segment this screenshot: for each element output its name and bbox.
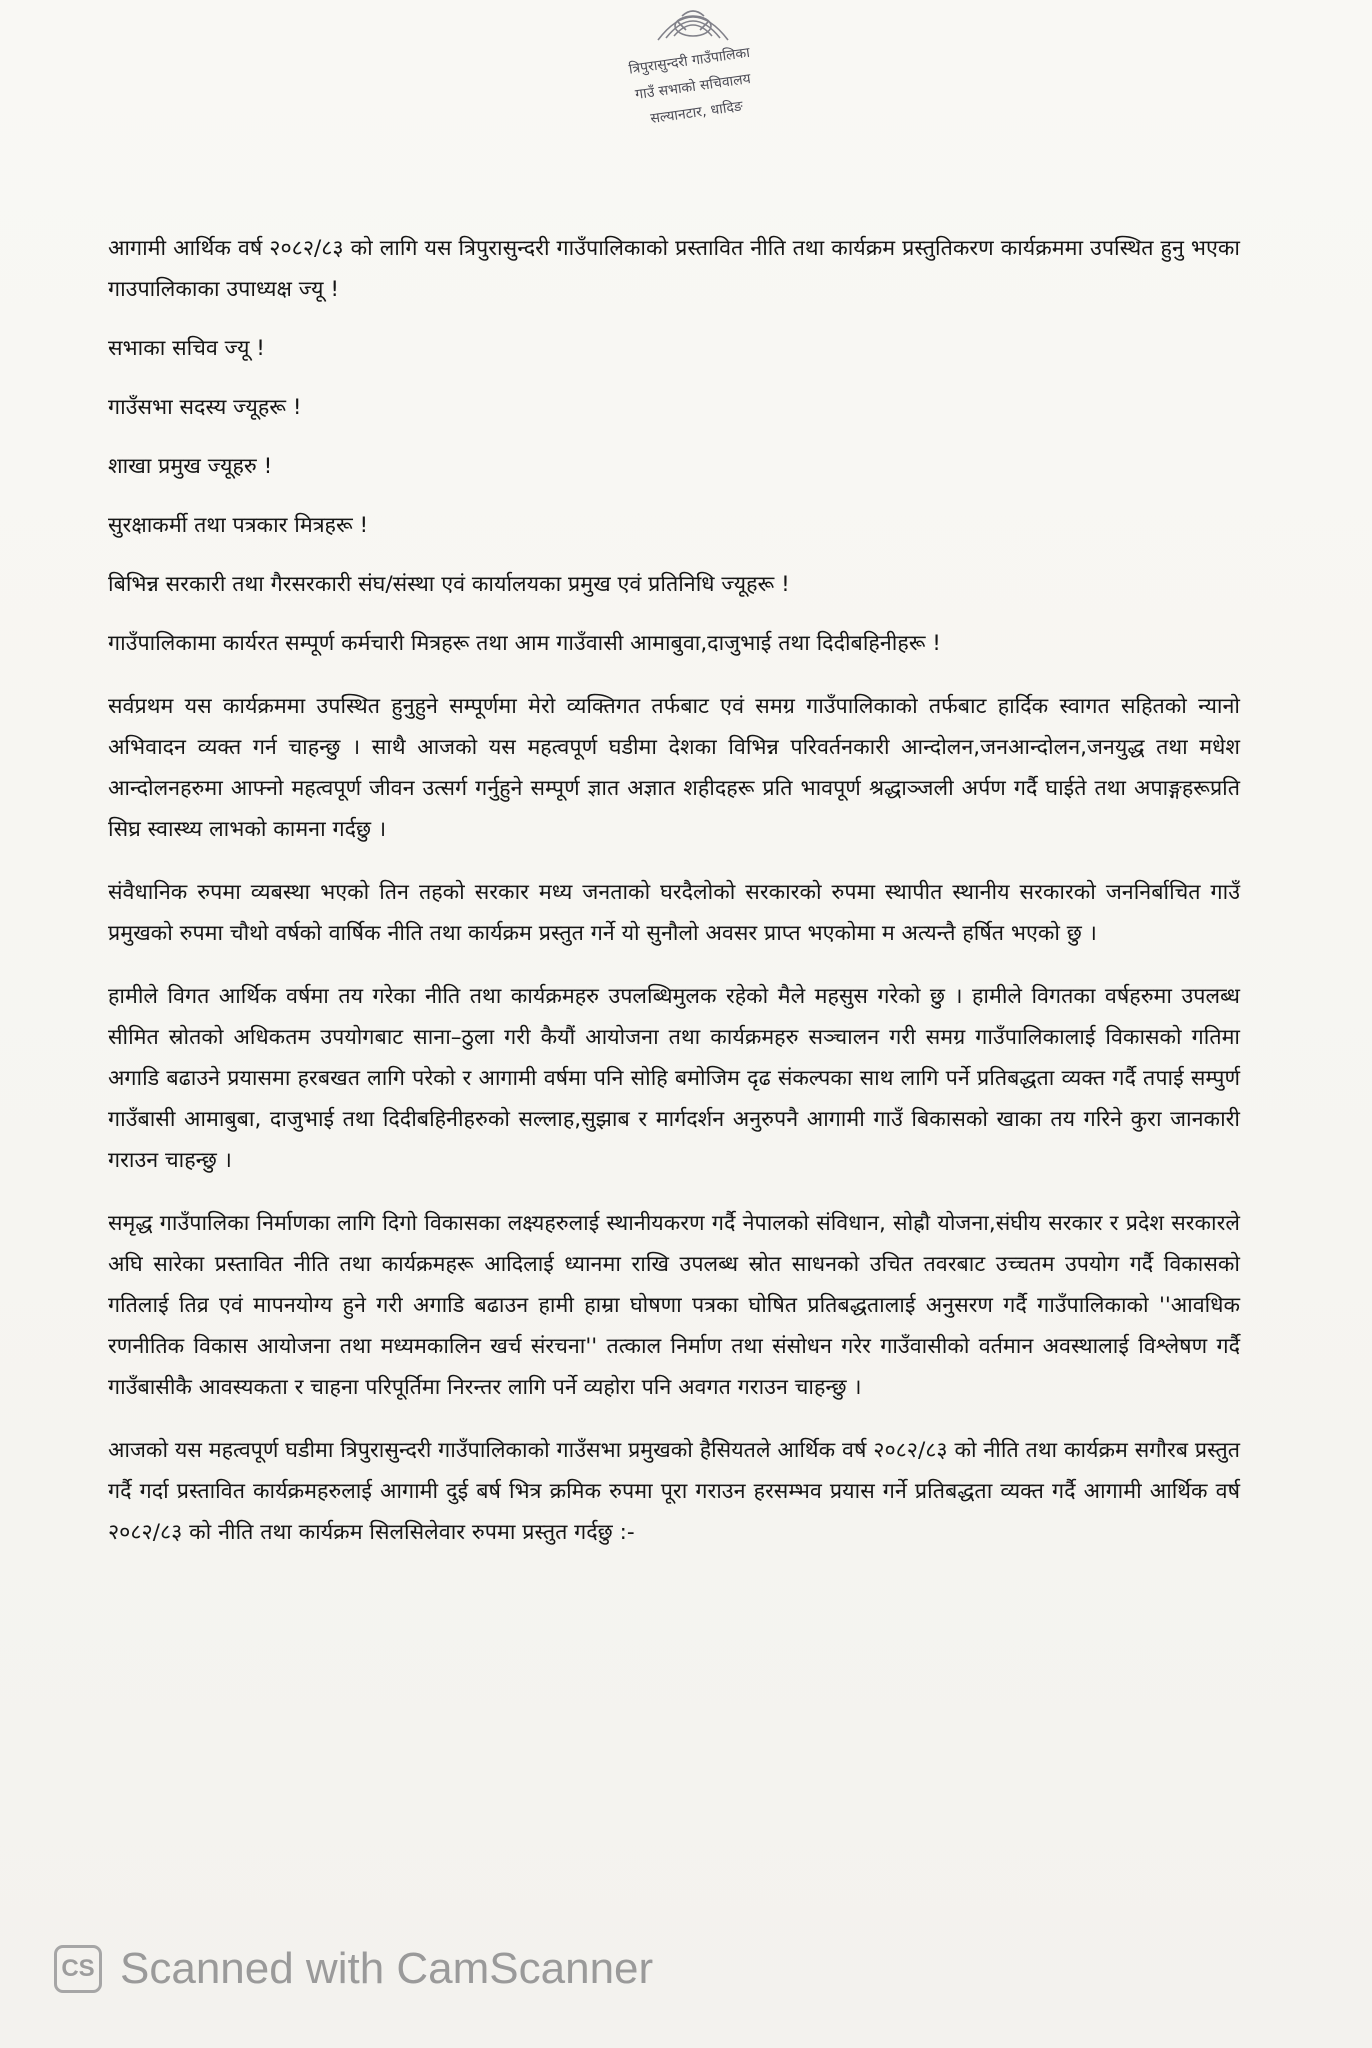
paragraph-development: समृद्ध गाउँपालिका निर्माणका लागि दिगो विकासका लक्ष्यहरुलाई स्थानीयकरण गर्दै नेपालको संविधान, सोह्रौ योजना,संघीय सरकार र प्रदेश सरकारले अघि सारेका प्रस्तावित नीति तथा कार्यक्रमहरू आदिलाई ध्यानमा राखि उपलब्ध स्रोत साधनको उचित तवरबाट उच्चतम उपयोग गर्दै विकासको गतिलाई तिव्र एवं मापनयोग्य हुने गरी अगाडि बढाउन हामी हाम्रा घोषणा पत्रका घोषित प्रतिबद्धतालाई अनुसरण गर्दै गाउँपालिकाको ''आवधिक रणनीतिक विकास आयोजना तथा मध्यमकालिन खर्च संरचना'' तत्काल निर्माण तथा संसोधन गरेर गाउँवासीको वर्तमान अवस्थालाई विश्लेषण गर्दै गाउँबासीकै आवस्यकता र चाहना परिपूर्तिमा निरन्तर लागि पर्ने व्यहोरा पनि अवगत गराउन चाहन्छु । (108, 1211, 1240, 1400)
paragraph-past-achievements: हामीले विगत आर्थिक वर्षमा तय गरेका नीति तथा कार्यक्रमहरु उपलब्धिमुलक रहेको मैले महसुस गरेको छु । हामीले विगतका वर्षहरुमा उपलब्ध सीमित स्रोतको अधिकतम उपयोगबाट साना–ठुला गरी कैयौं आयोजना तथा कार्यक्रमहरु सञ्चालन गरी समग्र गाउँपालिकालाई विकासको गतिमा अगाडि बढाउने प्रयासमा हरबखत लागि परेको र आगामी वर्षमा पनि सोहि बमोजिम दृढ संकल्पका साथ लागि पर्ने प्रतिबद्धता व्यक्त गर्दै तपाई सम्पुर्ण गाउँबासी आमाबुबा, दाजुभाई तथा दिदीबहिनीहरुको सल्लाह,सुझाब र मार्गदर्शन अनुरुपनै आगामी गाउँ बिकासको खाका तय गरिने कुरा जानकारी गराउन चाहन्छु । (108, 984, 1240, 1173)
greeting-staff-residents: गाउँपालिकामा कार्यरत सम्पूर्ण कर्मचारी मित्रहरू तथा आम गाउँवासी आमाबुवा,दाजुभाई तथा दिदीबहिनीहरू ! (108, 631, 941, 656)
paragraph-presentation: आजको यस महत्वपूर्ण घडीमा त्रिपुरासुन्दरी गाउँपालिकाको गाउँसभा प्रमुखको हैसियतले आर्थिक वर्ष २०८२/८३ को नीति तथा कार्यक्रम सगौरब प्रस्तुत गर्दै गर्दा प्रस्तावित कार्यक्रमहरुलाई आगामी दुई बर्ष भित्र क्रमिक रुपमा पूरा गराउन हरसम्भव प्रयास गर्ने प्रतिबद्धता व्यक्त गर्दै आगामी आर्थिक वर्ष २०८२/८३ को नीति तथा कार्यक्रम सिलसिलेवार रुपमा प्रस्तुत गर्दछु :- (108, 1438, 1240, 1545)
greeting-secretary: सभाका सचिव ज्यू ! (108, 336, 265, 361)
paragraph-constitutional: संवैधानिक रुपमा व्यबस्था भएको तिन तहको सरकार मध्य जनताको घरदैलोको सरकारको रुपमा स्थापीत स्थानीय सरकारको जननिर्बाचित गाउँ प्रमुखको रुपमा चौथो वर्षको वार्षिक नीति तथा कार्यक्रम प्रस्तुत गर्ने यो सुनौलो अवसर प्राप्त भएकोमा म अत्यन्तै हर्षित भएको छु । (108, 880, 1240, 946)
seal-line-3: सल्यानटार, धादिङ (649, 98, 744, 128)
camscanner-watermark (54, 1944, 653, 1994)
greeting-section-chiefs: शाखा प्रमुख ज्यूहरु ! (108, 454, 273, 479)
greeting-assembly-members: गाउँसभा सदस्य ज्यूहरू ! (108, 395, 302, 420)
greeting-security-press: सुरक्षाकर्मी तथा पत्रकार मित्रहरू ! (108, 513, 369, 538)
watermark-text: Scanned with CamScanner (120, 1944, 654, 1993)
paragraph-welcome: सर्वप्रथम यस कार्यक्रममा उपस्थित हुनुहुने सम्पूर्णमा मेरो व्यक्तिगत तर्फबाट एवं समग्र गाउँपालिकाको तर्फबाट हार्दिक स्वागत सहितको न्यानो अभिवादन व्यक्त गर्न चाहन्छु । साथै आजको यस महत्वपूर्ण घडीमा देशका विभिन्न परिवर्तनकारी आन्दोलन,जनआन्दोलन,जनयुद्ध तथा मधेश आन्दोलनहरुमा आफ्नो महत्वपूर्ण जीवन उत्सर्ग गर्नुहुने सम्पूर्ण ज्ञात अज्ञात शहीदहरू प्रति भावपूर्ण श्रद्धाञ्जली अर्पण गर्दै घाईते तथा अपाङ्गहरूप्रति सिघ्र स्वास्थ्य लाभको कामना गर्दछु । (108, 694, 1240, 842)
greeting-organizations: बिभिन्न सरकारी तथा गैरसरकारी संघ/संस्था एवं कार्यालयका प्रमुख एवं प्रतिनिधि ज्यूहरू ! (108, 572, 790, 597)
camscanner-logo-icon: CS (54, 1945, 102, 1993)
greeting-vice-chair: आगामी आर्थिक वर्ष २०८२/८३ को लागि यस त्रिपुरासुन्दरी गाउँपालिकाको प्रस्तावित नीति तथा कार्यक्रम प्रस्तुतिकरण कार्यक्रममा उपस्थित हुनु भएका गाउपालिकाका उपाध्यक्ष ज्यू ! (108, 236, 1240, 302)
seal-line-1: त्रिपुरासुन्दरी गाउँपालिका (627, 44, 751, 78)
seal-line-2: गाउँ सभाको सचिवालय (634, 70, 752, 104)
letter-body (108, 228, 1240, 1553)
